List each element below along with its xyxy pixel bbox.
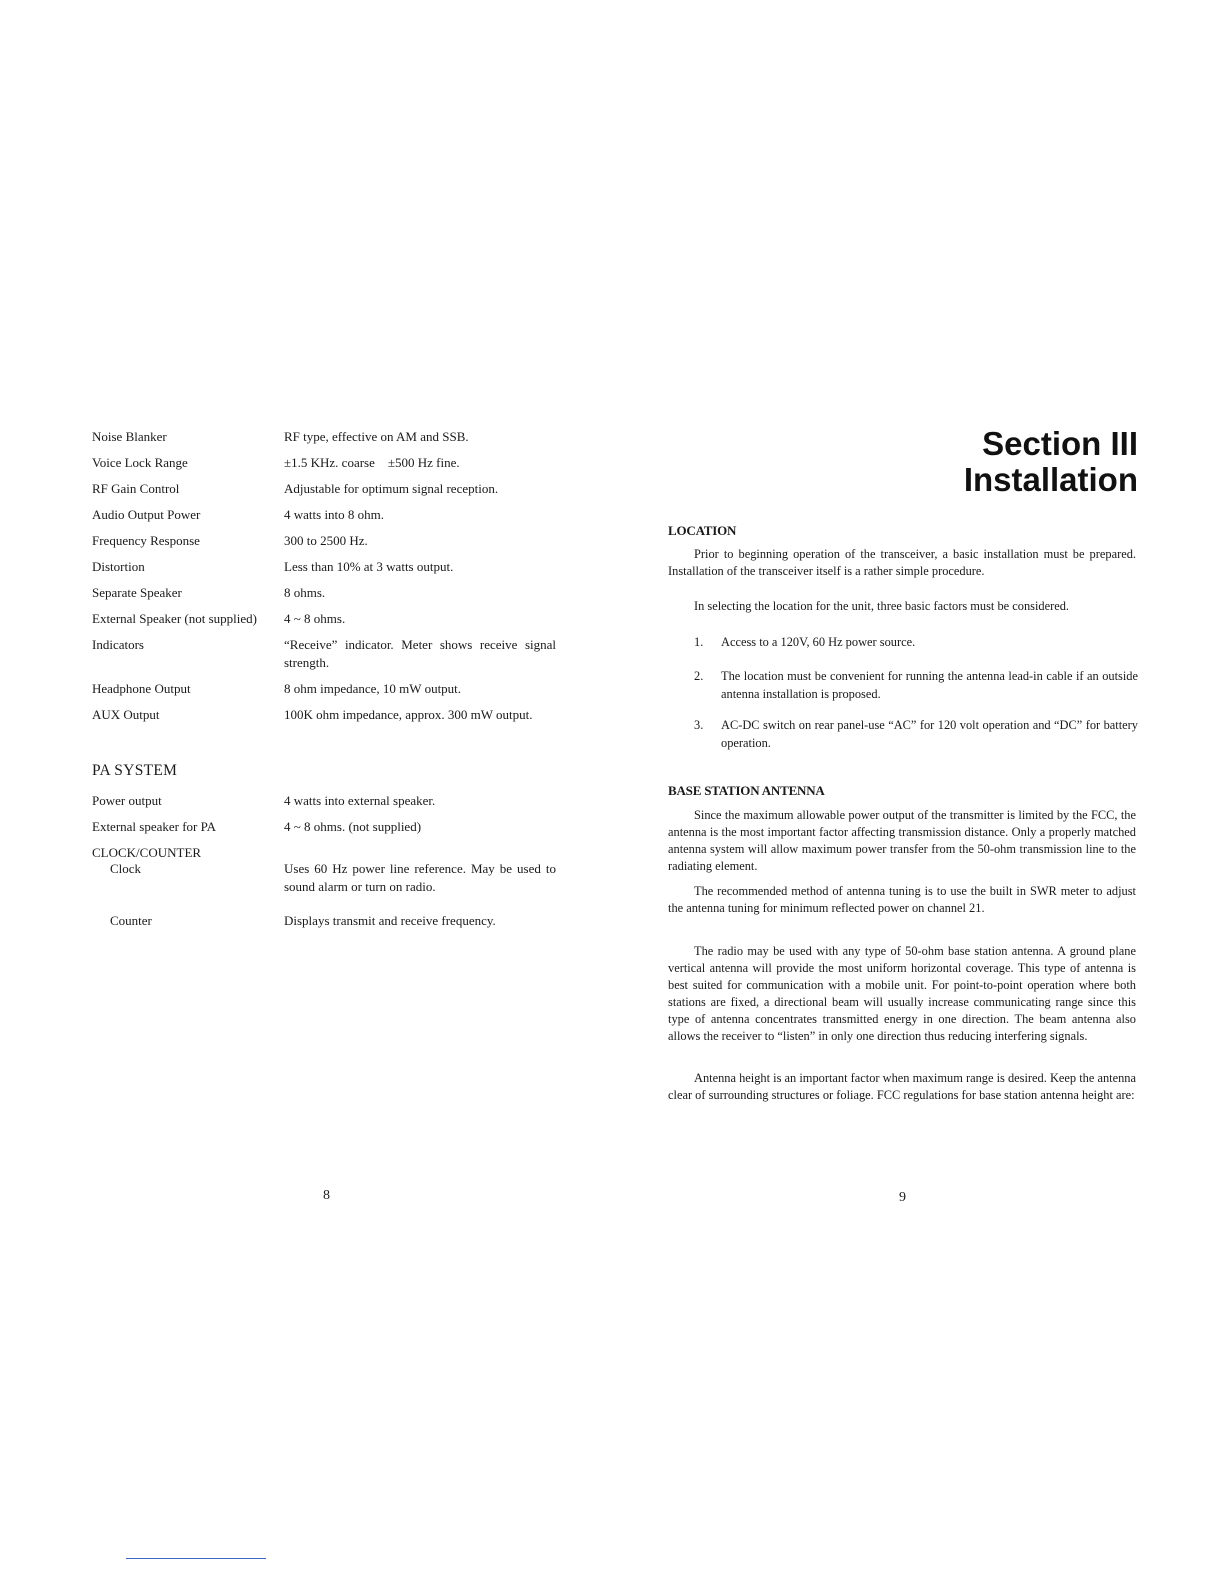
spec-label: Frequency Response bbox=[92, 533, 200, 548]
spec-label: Clock bbox=[110, 861, 142, 876]
spec-label: Power output bbox=[92, 793, 162, 808]
spec-label: Headphone Output bbox=[92, 681, 191, 696]
spec-label: Separate Speaker bbox=[92, 585, 182, 600]
spec-label: Counter bbox=[110, 913, 152, 928]
spec-value: Uses 60 Hz power line reference. May be used to sound alarm or turn on radio. bbox=[284, 861, 556, 894]
spec-label: Voice Lock Range bbox=[92, 455, 188, 470]
page-number-right: 9 bbox=[899, 1190, 906, 1205]
spec-value: Adjustable for optimum signal reception. bbox=[284, 481, 499, 496]
spec-value: 4 watts into external speaker. bbox=[284, 793, 436, 808]
spec-label: RF Gain Control bbox=[92, 481, 180, 496]
list-text: Access to a 120V, 60 Hz power source. bbox=[721, 635, 916, 649]
spec-value: 8 ohms. bbox=[284, 585, 326, 600]
clock-counter-heading: CLOCK/COUNTER bbox=[92, 845, 202, 860]
spec-label: External Speaker (not supplied) bbox=[92, 611, 257, 626]
location-list-item bbox=[694, 717, 1138, 752]
spec-value: 4 ~ 8 ohms. (not supplied) bbox=[284, 819, 422, 834]
antenna-paragraph-3: The radio may be used with any type of 50-ohm base station antenna. A ground plane vertical antenna will provide the most uniform horizontal coverage. This type of antenna is best suited for communication with a mobile unit. For point-to-point operation where both stations are fixed, a directional beam will usually increase communicating range since this type of antenna concentrates transmitted energy in one direction. The beam antenna also allows the receiver to “listen” in only one direction thus reducing interfering signals. bbox=[668, 944, 1136, 1044]
spec-label: Indicators bbox=[92, 637, 144, 652]
spec-label: AUX Output bbox=[92, 707, 160, 722]
location-paragraph-2: In selecting the location for the unit, three basic factors must be considered. bbox=[694, 599, 1070, 613]
spec-label: Distortion bbox=[92, 559, 145, 574]
spec-value: 100K ohm impedance, approx. 300 mW output. bbox=[284, 707, 533, 722]
section-title-line1: Section III bbox=[982, 425, 1138, 462]
location-paragraph-1: Prior to beginning operation of the transceiver, a basic installation must be prepared. Installation of the transceiver itself is a rather simple procedure. bbox=[668, 547, 1136, 579]
location-list-item bbox=[694, 634, 1138, 652]
spec-label: Noise Blanker bbox=[92, 429, 167, 444]
antenna-paragraph-1: Since the maximum allowable power output of the transmitter is limited by the FCC, the antenna is the most important factor affecting transmission distance. Only a properly matched antenna system will allow maximum power transfer from the 50-ohm transmission line to the radiating element. bbox=[668, 808, 1136, 874]
list-number: 2. bbox=[694, 669, 704, 683]
base-station-antenna-heading: BASE STATION ANTENNA bbox=[668, 783, 825, 798]
spec-value: RF type, effective on AM and SSB. bbox=[284, 429, 469, 444]
list-text: The location must be convenient for running the antenna lead-in cable if an outside antenna installation is proposed. bbox=[721, 669, 1138, 701]
location-heading: LOCATION bbox=[668, 523, 737, 538]
location-list-item bbox=[694, 668, 1138, 703]
spec-value: Less than 10% at 3 watts output. bbox=[284, 559, 454, 574]
spec-label: Audio Output Power bbox=[92, 507, 201, 522]
spec-value: 4 ~ 8 ohms. bbox=[284, 611, 346, 626]
list-number: 1. bbox=[694, 635, 704, 649]
antenna-paragraph-4: Antenna height is an important factor when maximum range is desired. Keep the antenna clear of surrounding structures or foliage. FCC regulations for base station antenna height are: bbox=[668, 1071, 1136, 1103]
antenna-paragraph-2: The recommended method of antenna tuning is to use the built in SWR meter to adjust the antenna tuning for minimum reflected power on channel 21. bbox=[668, 884, 1136, 916]
spec-value: 300 to 2500 Hz. bbox=[284, 533, 368, 548]
spec-value: “Receive” indicator. Meter shows receive signal strength. bbox=[284, 637, 556, 670]
section-title-line2: Installation bbox=[963, 461, 1138, 498]
spec-value: ±1.5 KHz. coarse ±500 Hz fine. bbox=[284, 455, 460, 470]
list-text: AC-DC switch on rear panel-use “AC” for 120 volt operation and “DC” for battery operation. bbox=[721, 718, 1138, 750]
page-number-left: 8 bbox=[323, 1188, 330, 1203]
pa-system-heading: PA SYSTEM bbox=[92, 762, 178, 779]
footer-divider bbox=[126, 1558, 266, 1559]
spec-value: Displays transmit and receive frequency. bbox=[284, 913, 496, 928]
spec-value: 8 ohm impedance, 10 mW output. bbox=[284, 681, 462, 696]
spec-label: External speaker for PA bbox=[92, 819, 217, 834]
list-number: 3. bbox=[694, 718, 704, 732]
spec-value: 4 watts into 8 ohm. bbox=[284, 507, 385, 522]
section-title bbox=[964, 426, 1138, 498]
